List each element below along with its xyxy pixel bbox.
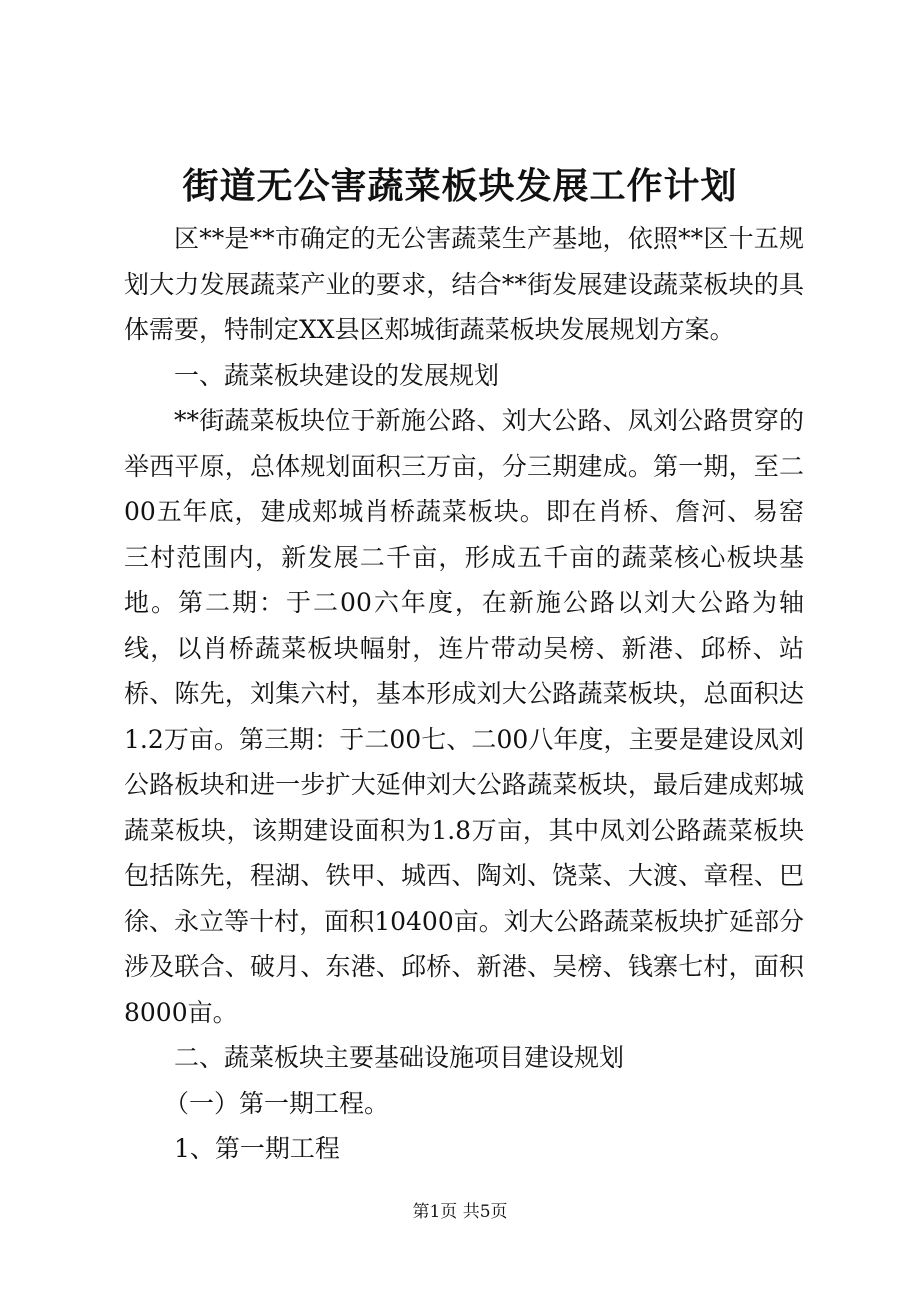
section-heading-1: 一、蔬菜板块建设的发展规划 <box>174 360 500 390</box>
intro-paragraph: 区**是**市确定的无公害蔬菜生产基地，依照**区十五规划大力发展蔬菜产业的要求，结合**街发展建设蔬菜板块的具体需要，特制定XX县区郏城街蔬菜板块发展规划方案。 <box>124 224 804 344</box>
document-body <box>124 216 804 1172</box>
page-footer: 第1页 共5页 <box>412 1202 508 1222</box>
item-heading: 1、第一期工程 <box>174 1134 340 1163</box>
subsection-heading: （一）第一期工程。 <box>164 1088 390 1118</box>
document-title: 街道无公害蔬菜板块发展工作计划 <box>182 165 738 207</box>
section-heading-2: 二、蔬菜板块主要基础设施项目建设规划 <box>174 1043 625 1072</box>
plan-paragraph: **街蔬菜板块位于新施公路、刘大公路、凤刘公路贯穿的举西平原，总体规划面积三万亩，分三期建成。第一期，至二00五年底，建成郏城肖桥蔬菜板块。即在肖桥、詹河、易窑三村范围内，新发展二千亩，形成五千亩的蔬菜核心板块基地。第二期：于二00六年度，在新施公路以刘大公路为轴线，以肖桥蔬菜板块幅射，连片带动吴榜、新港、邱桥、站桥、陈先，刘集六村，基本形成刘大公路蔬菜板块，总面积达1.2万亩。第三期：于二00七、二00八年度，主要是建设凤刘公路板块和进一步扩大延伸刘大公路蔬菜板块，最后建成郏城蔬菜板块，该期建设面积为1.8万亩，其中凤刘公路蔬菜板块包括陈先，程湖、铁甲、城西、陶刘、饶菜、大渡、章程、巴徐、永立等十村，面积10400亩。刘大公路蔬菜板块扩延部分涉及联合、破月、东港、邱桥、新港、吴榜、钱寨七村，面积8000亩。 <box>124 406 804 1027</box>
